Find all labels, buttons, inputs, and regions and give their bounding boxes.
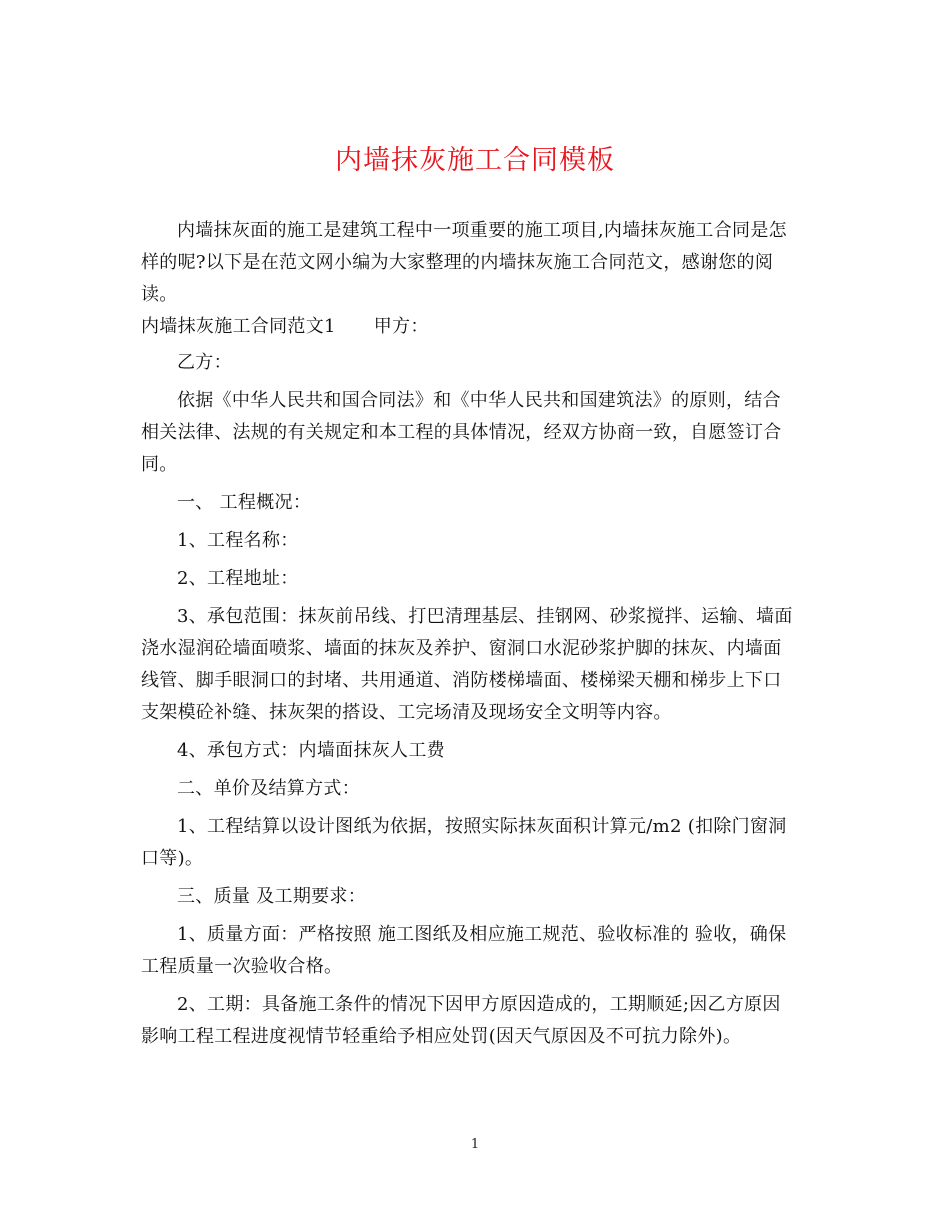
section-heading: 一、 工程概况： [177,492,312,513]
clause-line: 工程质量一次验收合格。 [141,956,343,977]
intro-line: 内墙抹灰面的施工是建筑工程中一项重要的施工项目,内墙抹灰施工合同是怎 [177,220,787,241]
section-heading: 二、单价及结算方式： [177,778,360,799]
clause-line: 1、质量方面：严格按照 施工图纸及相应施工规范、验收标准的 验收，确保 [177,924,787,945]
basis-line: 相关法律、法规的有关规定和本工程的具体情况，经双方协商一致，自愿签订合 [141,422,782,443]
basis-line: 同。 [141,454,178,475]
clause-line: 1、工程名称： [177,530,299,551]
page-number: 1 [470,1137,480,1152]
clause-line: 4、承包方式：内墙面抹灰人工费 [177,740,445,761]
clause-line: 2、工程地址： [177,568,299,589]
clause-line: 口等)。 [141,848,204,869]
section-heading: 三、质量 及工期要求： [177,886,367,907]
clause-line: 影响工程工程进度视情节轻重给予相应处罚(因天气原因及不可抗力除外)。 [141,1026,742,1047]
party-b-label: 乙方： [177,352,232,373]
clause-line: 2、工期：具备施工条件的情况下因甲方原因造成的，工期顺延;因乙方原因 [177,994,781,1015]
clause-line: 线管、脚手眼洞口的封堵、共用通道、消防楼梯墙面、楼梯梁天棚和梯步上下口 [141,670,782,691]
intro-line: 读。 [141,284,178,305]
basis-line: 依据《中华人民共和国合同法》和《中华人民共和国建筑法》的原则，结合 [177,390,781,411]
intro-line: 样的呢?以下是在范文网小编为大家整理的内墙抹灰施工合同范文，感谢您的阅 [141,252,774,273]
clause-line: 1、工程结算以设计图纸为依据，按照实际抹灰面积计算元/m2 (扣除门窗洞 [177,816,787,837]
sample-heading: 内墙抹灰施工合同范文1 [141,316,336,337]
document-title: 内墙抹灰施工合同模板 [335,145,615,176]
sample-heading-line [141,311,805,343]
party-a-label: 甲方： [373,316,429,337]
clause-line: 支架模砼补缝、抹灰架的搭设、工完场清及现场安全文明等内容。 [141,702,672,723]
clause-line: 3、承包范围：抹灰前吊线、打巴清理基层、挂钢网、砂浆搅拌、运输、墙面 [177,606,793,627]
document-body [141,215,805,1053]
clause-line: 浇水湿润砼墙面喷浆、墙面的抹灰及养护、窗洞口水泥砂浆护脚的抹灰、内墙面 [141,638,782,659]
